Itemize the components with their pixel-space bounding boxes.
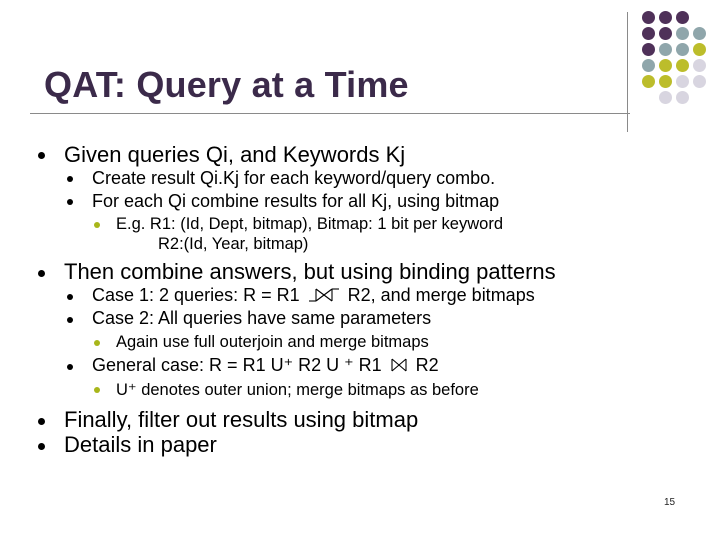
- dot: [676, 43, 689, 56]
- bullet-example-r2: R2:(Id, Year, bitmap): [158, 235, 309, 253]
- bullet-dot: [67, 364, 73, 370]
- case-1-prefix: Case 1: 2 queries: R = R1: [92, 285, 305, 305]
- title-underline: [30, 113, 630, 114]
- bullet-dot: [38, 152, 45, 159]
- dot: [642, 75, 655, 88]
- bullet-filter: Finally, filter out results using bitmap: [64, 407, 419, 432]
- dot: [693, 43, 706, 56]
- dot: [642, 27, 655, 40]
- dot: [642, 43, 655, 56]
- dot: [659, 59, 672, 72]
- dot: [642, 11, 655, 24]
- dot: [659, 11, 672, 24]
- bullet-then-combine: Then combine answers, but using binding patterns: [64, 259, 556, 284]
- bullet-dot: [67, 176, 73, 182]
- dot: [676, 91, 689, 104]
- decorative-dot-grid: [640, 11, 712, 107]
- bullet-dot: [67, 317, 73, 323]
- bullet-details: Details in paper: [64, 432, 217, 457]
- join-icon: [389, 357, 409, 373]
- bullet-given-queries: Given queries Qi, and Keywords Kj: [64, 142, 406, 167]
- dot: [659, 91, 672, 104]
- dot: [693, 27, 706, 40]
- sub-bullet-dot: [94, 387, 100, 393]
- bullet-case-2: Case 2: All queries have same parameters: [92, 308, 432, 328]
- dot: [693, 75, 706, 88]
- bullet-combine-results: For each Qi combine results for all Kj, using bitmap: [92, 191, 500, 211]
- dot: [676, 11, 689, 24]
- dot: [659, 43, 672, 56]
- full-outer-join-icon: [307, 287, 341, 303]
- general-case-prefix: General case: R = R1 U⁺ R2 U ⁺ R1: [92, 355, 387, 375]
- page-number: 15: [664, 497, 676, 508]
- vertical-rule: [627, 12, 628, 132]
- bullet-outerjoin: Again use full outerjoin and merge bitmaps: [116, 333, 429, 351]
- bullet-dot: [38, 443, 45, 450]
- bullet-dot: [38, 418, 45, 425]
- dot: [676, 75, 689, 88]
- general-case-suffix: R2: [410, 355, 439, 375]
- sub-bullet-dot: [94, 340, 100, 346]
- dot: [659, 75, 672, 88]
- case-1-suffix: R2, and merge bitmaps: [342, 285, 535, 305]
- dot: [642, 59, 655, 72]
- dot: [693, 59, 706, 72]
- bullet-create-result: Create result Qi.Kj for each keyword/query combo.: [92, 168, 496, 188]
- bullet-case-1: [92, 285, 535, 306]
- bullet-dot: [67, 294, 73, 300]
- bullet-dot: [67, 199, 73, 205]
- dot: [659, 27, 672, 40]
- sub-bullet-dot: [94, 222, 100, 228]
- bullet-general-case: [92, 355, 439, 376]
- bullet-dot: [38, 270, 45, 277]
- bullet-example-r1: E.g. R1: (Id, Dept, bitmap), Bitmap: 1 bit per keyword: [116, 215, 503, 233]
- bullet-outer-union: U⁺ denotes outer union; merge bitmaps as before: [116, 381, 479, 399]
- dot: [676, 27, 689, 40]
- dot: [676, 59, 689, 72]
- slide-title: QAT: Query at a Time: [44, 64, 409, 105]
